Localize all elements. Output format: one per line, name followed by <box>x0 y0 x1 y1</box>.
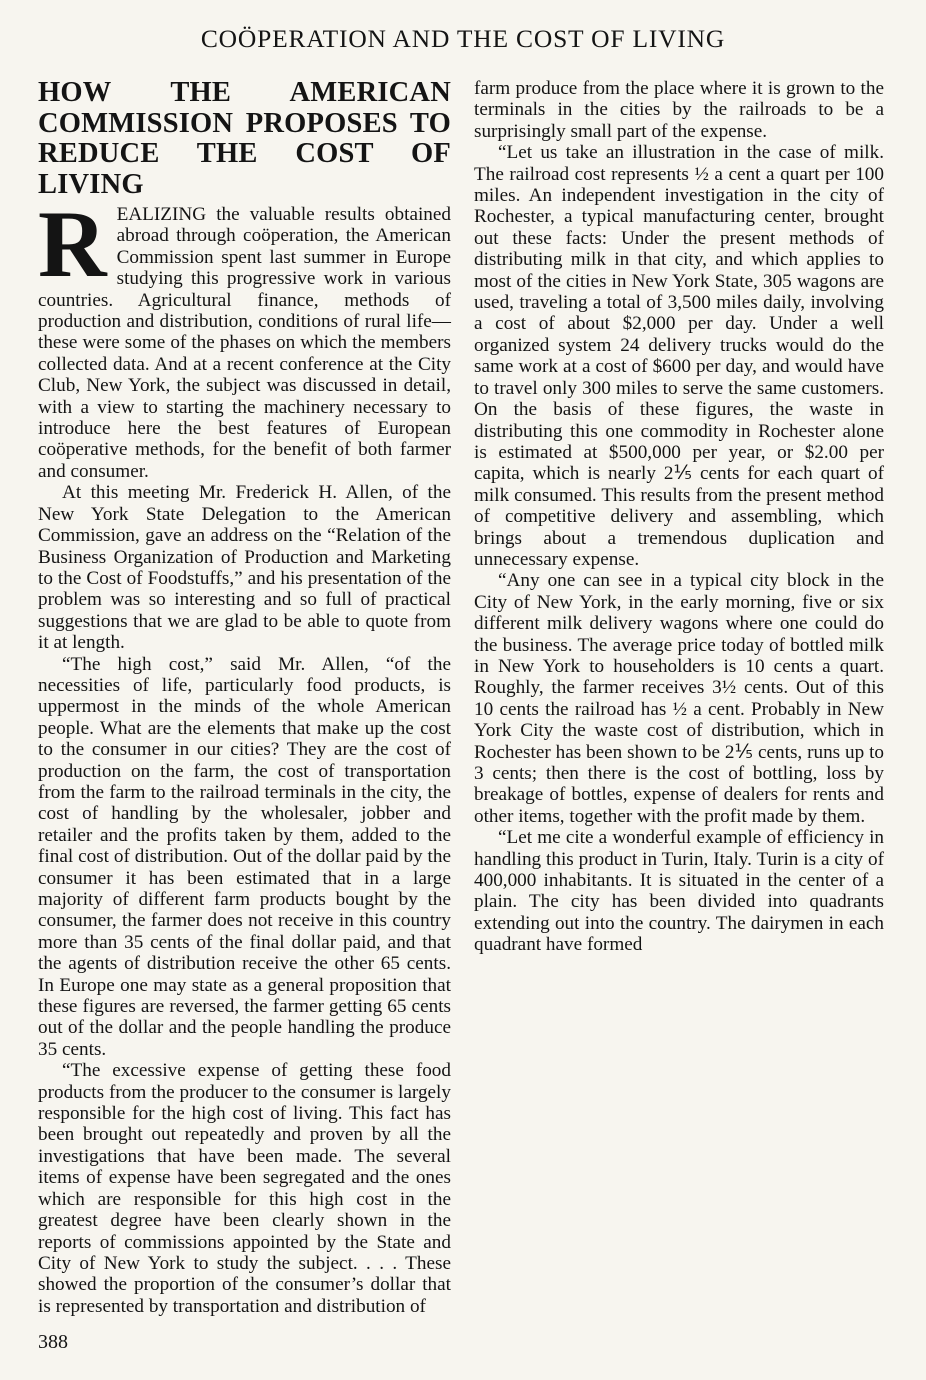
paragraph-5: “Let us take an illustration in the case of milk. The railroad cost represents ½ a cent a quart per 100 miles. An independent investigation in the city of Rochester, a typical manufacturing center, brought out these facts: Under the present methods of distributing milk in that city, and which applies to most of the cities in New York State, 305 wagons are used, traveling a total of 3,500 miles daily, involving a cost of about $2,000 per day. Under a well organized system 24 delivery trucks would do the same work at a cost of $600 per day, and would have to travel only 300 miles to serve the same customers. On the basis of these figures, the waste in distributing this one commodity in Rochester alone is estimated at $500,000 per year, or $2.00 per capita, which is nearly 2⅕ cents for each quart of milk consumed. This results from the present method of competitive delivery and assembling, which brings about a tremendous duplication and unnecessary expense. <box>474 142 884 570</box>
paragraph-3: “The high cost,” said Mr. Allen, “of the necessities of life, particularly food products, is uppermost in the minds of the whole American people. What are the elements that make up the cost to the consumer in our cities? They are the cost of production on the farm, the cost of transportation from the farm to the railroad terminals in the city, the cost of handling by the wholesaler, jobber and retailer and the profits taken by them, added to the final cost of distribution. Out of the dollar paid by the consumer it has been estimated that in a large majority of different farm products bought by the consumer, the farmer does not receive in this country more than 35 cents of the final dollar paid, and that the agents of distribution receive the other 65 cents. In Europe one may state as a general proposition that these figures are reversed, the farmer getting 65 cents out of the dollar and the people handling the produce 35 cents. <box>38 653 451 1060</box>
paragraph-4-continued: farm produce from the place where it is grown to the terminals in the cities by the railroads to be a surprisingly small part of the expense. <box>474 78 884 142</box>
column-right <box>474 78 884 956</box>
paragraph-6: “Any one can see in a typical city block in the City of New York, in the early morning, five or six different milk delivery wagons where one could do the business. The average price today of bottled milk in New York to householders is 10 cents a quart. Roughly, the farmer receives 3½ cents. Out of this 10 cents the railroad has ½ a cent. Probably in New York City the waste cost of distribution, which in Rochester has been shown to be 2⅕ cents, runs up to 3 cents; then there is the cost of bottling, loss by breakage of bottles, expense of dealers for rents and other items, together with the profit made by them. <box>474 570 884 827</box>
drop-cap: R <box>38 191 107 297</box>
paragraph-7: “Let me cite a wonderful example of efficiency in handling this product in Turin, Italy. Turin is a city of 400,000 inhabitants. It is situated in the center of a plain. The city has been divided into quadrants extending out into the country. The dairymen in each quadrant have formed <box>474 827 884 956</box>
paragraph-1 <box>38 191 451 482</box>
running-head: COÖPERATION AND THE COST OF LIVING <box>200 24 726 53</box>
article-headline: HOW THE AMERICAN COMMISSION PROPOSES TO REDUCE THE COST OF LIVING <box>38 77 451 200</box>
paragraph-1-text: EALIZING the valuable results obtained abroad through coöperation, the American Commission spent last summer in Europe studying this progressive work in various countries. Agricultural finance, methods of production and distribution, conditions of rural life—these were some of the phases on which the members collected data. And at a recent conference at the City Club, New York, the subject was discussed in detail, with a view to starting the machinery necessary to introduce here the best features of European coöperative methods, for the benefit of both farmer and consumer. <box>38 204 451 482</box>
page-number: 388 <box>38 1331 68 1353</box>
paragraph-4: “The excessive expense of getting these food products from the producer to the consumer is largely responsible for the high cost of living. This fact has been brought out repeatedly and proven by all the investigations that have been made. The several items of expense have been segregated and the ones which are responsible for this high cost in the greatest degree have been clearly shown in the reports of commissions appointed by the State and City of New York to study the subject. . . . These showed the proportion of the consumer’s dollar that is represented by transportation and distribution of <box>38 1060 451 1317</box>
column-left <box>38 78 451 1317</box>
paragraph-2: At this meeting Mr. Frederick H. Allen, of the New York State Delegation to the American Commission, gave an address on the “Relation of the Business Organization of Production and Marketing to the Cost of Foodstuffs,” and his presentation of the problem was so interesting and so full of practical suggestions that we are glad to be able to quote from it at length. <box>38 482 451 654</box>
